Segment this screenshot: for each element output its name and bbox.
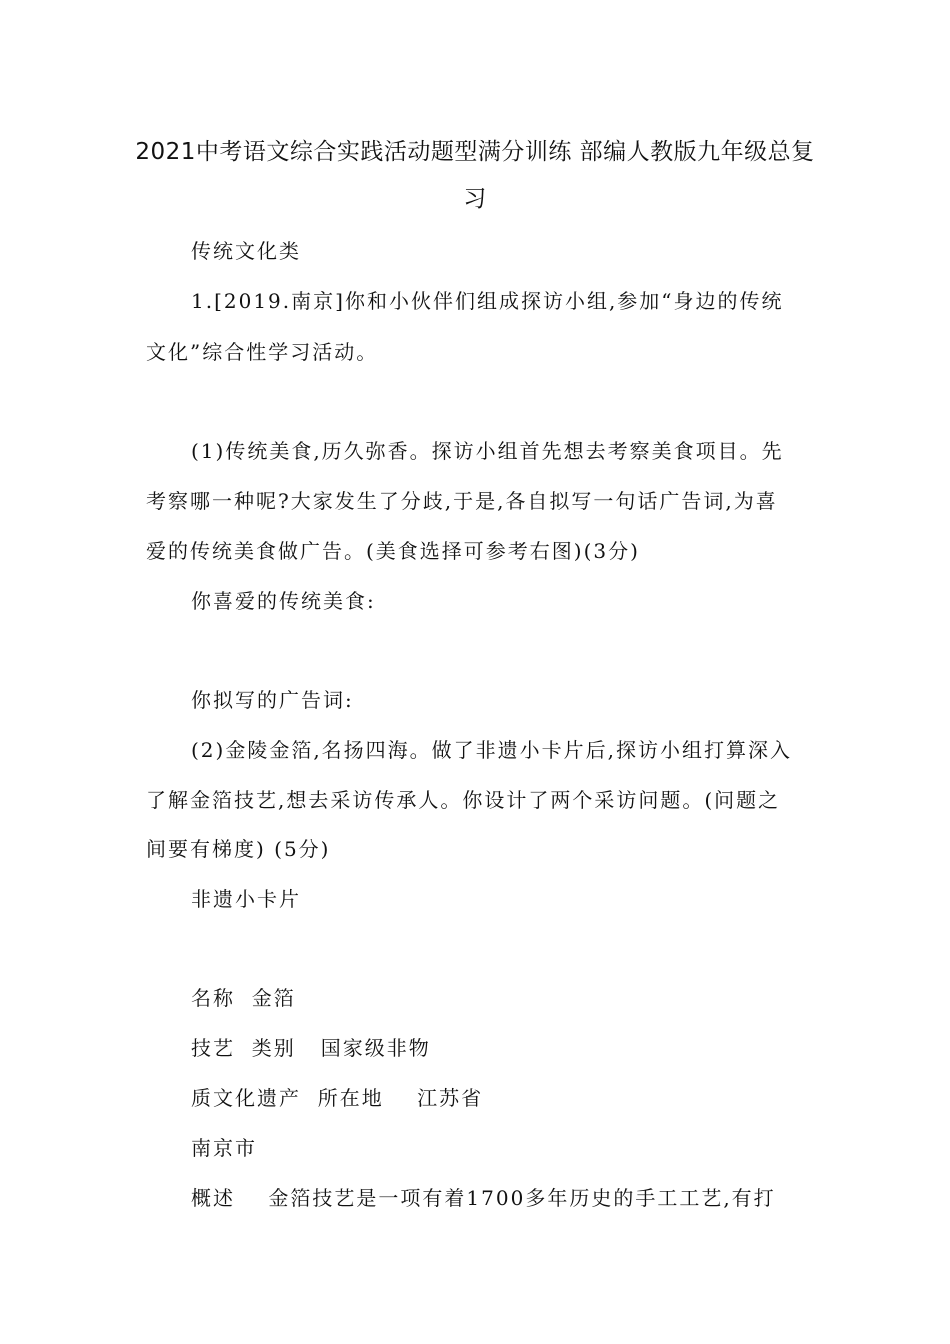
question-1-line-1: 1.[2019.南京]你和小伙伴们组成探访小组,参加“身边的传统 <box>191 289 784 313</box>
card-location-row: 质文化遗产 所在地 江苏省 <box>191 1086 484 1110</box>
card-location-row-2: 南京市 <box>191 1136 257 1160</box>
section-heading: 传统文化类 <box>191 239 301 263</box>
subquestion-2-line-1: (2)金陵金箔,名扬四海。做了非遗小卡片后,探访小组打算深入 <box>191 738 793 762</box>
subquestion-2-line-2: 了解金箔技艺,想去采访传承人。你设计了两个采访问题。(问题之 <box>146 788 781 812</box>
card-heading: 非遗小卡片 <box>191 887 301 911</box>
subquestion-1-line-1: (1)传统美食,历久弥香。探访小组首先想去考察美食项目。先 <box>191 439 784 463</box>
subquestion-1-line-2: 考察哪一种呢?大家发生了分歧,于是,各自拟写一句话广告词,为喜 <box>146 489 778 513</box>
answer-prompt-slogan: 你拟写的广告词: <box>191 688 354 712</box>
question-1-line-2: 文化”综合性学习活动。 <box>146 340 379 364</box>
card-overview-row: 概述 金箔技艺是一项有着1700多年历史的手工工艺,有打 <box>191 1186 776 1210</box>
card-name-row: 名称 金箔 <box>191 986 296 1010</box>
card-category-row: 技艺 类别 国家级非物 <box>191 1036 431 1060</box>
subquestion-2-line-3: 间要有梯度) (5分) <box>146 837 331 861</box>
document-title-line-1: 2021中考语文综合实践活动题型满分训练 部编人教版九年级总复 <box>135 139 815 165</box>
subquestion-1-line-3: 爱的传统美食做广告。(美食选择可参考右图)(3分) <box>146 539 640 563</box>
document-title-line-2: 习 <box>463 186 487 212</box>
answer-prompt-food: 你喜爱的传统美食: <box>191 589 376 613</box>
